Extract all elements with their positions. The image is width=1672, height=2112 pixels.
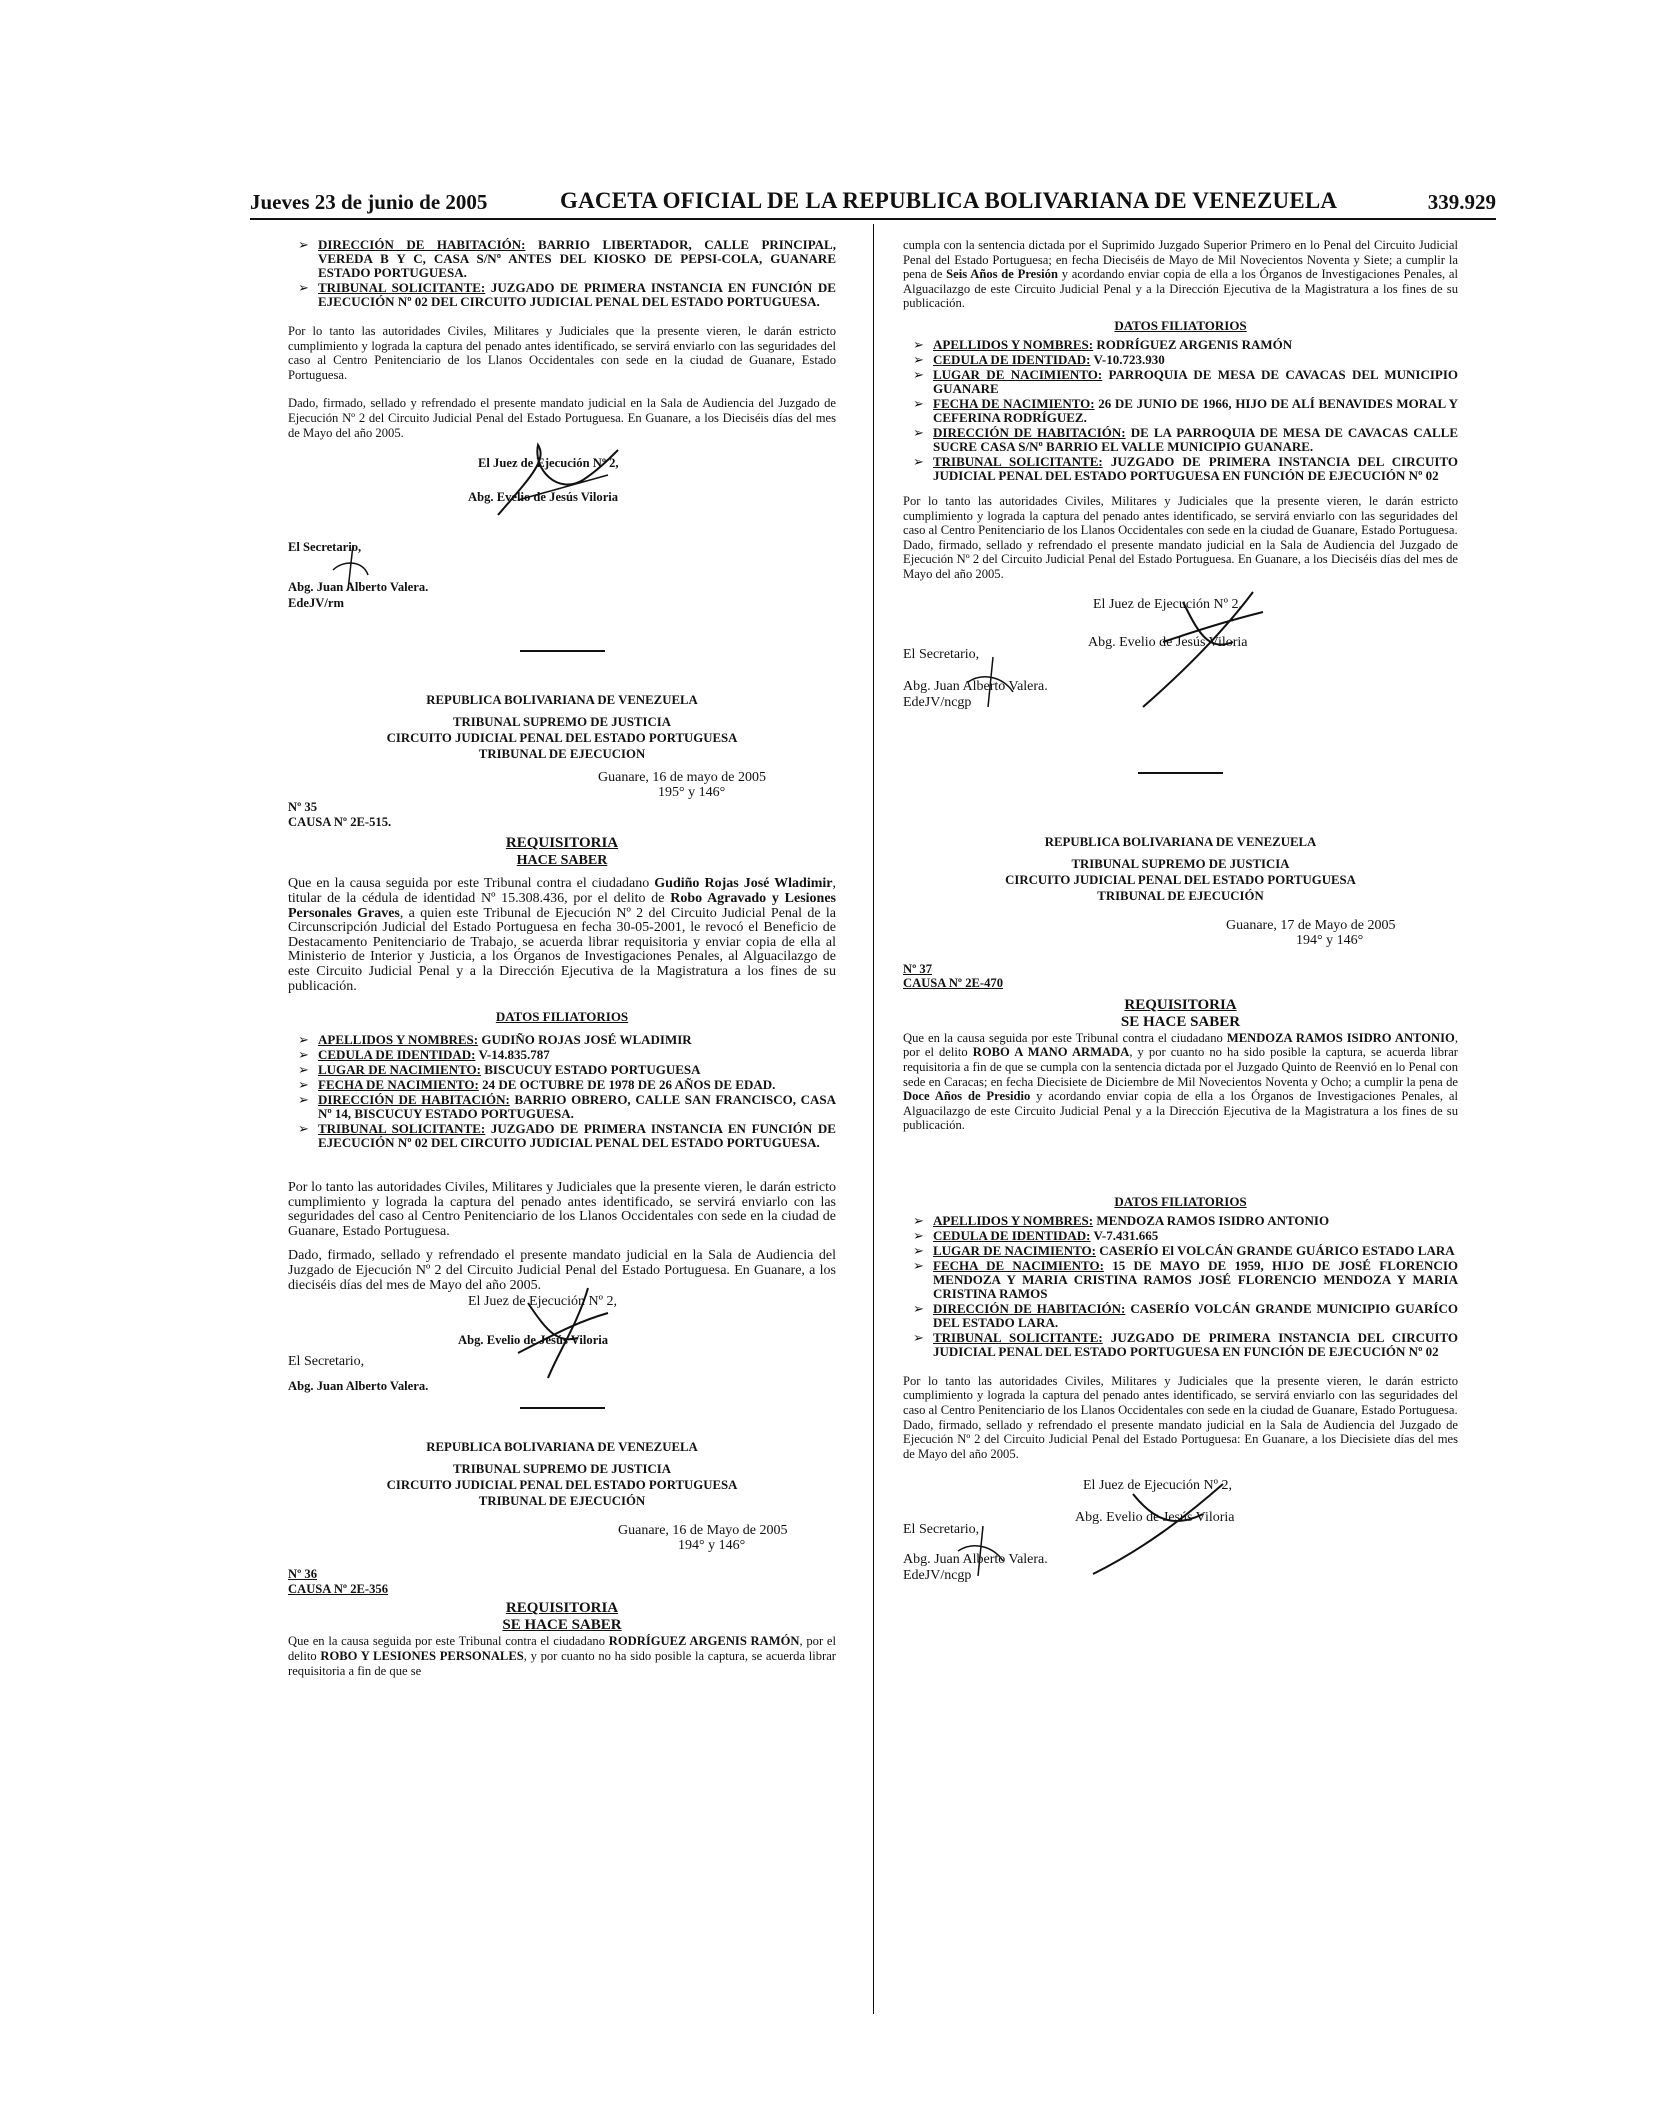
case-number: CAUSA Nº 2E-515. <box>288 814 392 829</box>
arrow-bullet-icon: ➢ <box>298 280 309 295</box>
gazette-title: GACETA OFICIAL DE LA REPUBLICA BOLIVARIANA DE VENEZUELA <box>560 188 1338 213</box>
initials: EdeJV/rm <box>288 596 344 611</box>
republic-heading: REPUBLICA BOLIVARIANA DE VENEZUELA <box>1044 834 1317 849</box>
arrow-bullet-icon: ➢ <box>913 1227 924 1243</box>
secretary-signature <box>328 540 378 600</box>
judge-name: Abg. Evelio de Jesús Viloria <box>458 1333 609 1348</box>
initials: EdeJV/ncgp <box>903 1568 972 1584</box>
case-number: CAUSA Nº 2E-356 <box>288 1581 389 1596</box>
header-rule <box>250 218 1496 220</box>
place-date: Guanare, 17 de Mayo de 2005 <box>1226 917 1396 933</box>
list-item: ➢ LUGAR DE NACIMIENTO: PARROQUIA DE MESA DE CAVACAS DEL MUNICIPIO GUANARE <box>913 366 1458 396</box>
list-item: ➢ CEDULA DE IDENTIDAD: V-10.723.930 <box>913 351 1165 367</box>
header-date: Jueves 23 de junio de 2005 <box>250 190 488 214</box>
arrow-bullet-icon: ➢ <box>298 237 309 252</box>
judge-name: Abg. Evelio de Jesús Viloria <box>1075 1510 1235 1526</box>
initials: EdeJV/ncgp <box>903 694 972 710</box>
secretary-title: El Secretario, <box>903 646 980 662</box>
secretary-title: El Secretario, <box>288 1354 365 1370</box>
left-column <box>288 238 836 1678</box>
requisition-subtitle: SE HACE SABER <box>1120 1013 1241 1030</box>
arrow-bullet-icon: ➢ <box>913 1242 924 1258</box>
place-date: Guanare, 16 de mayo de 2005 <box>598 770 766 786</box>
tribunal-heading: TRIBUNAL DE EJECUCION <box>478 747 646 762</box>
arrow-bullet-icon: ➢ <box>913 1212 924 1228</box>
filiation-list <box>903 1214 1458 1359</box>
signature-block <box>903 1461 1458 1584</box>
secretary-name: Abg. Juan Alberto Valera. <box>288 1379 429 1394</box>
years: 194° y 146° <box>678 1538 746 1554</box>
filiation-heading: DATOS FILIATORIOS <box>1114 317 1247 333</box>
arrow-bullet-icon: ➢ <box>298 1047 309 1063</box>
judge-title: El Juez de Ejecución Nº 2, <box>478 456 619 471</box>
tribunal-heading: TRIBUNAL DE EJECUCIÓN <box>1097 888 1264 903</box>
arrow-bullet-icon: ➢ <box>913 1257 924 1273</box>
judge-name: Abg. Evelio de Jesús Viloria <box>1088 634 1248 650</box>
arrow-bullet-icon: ➢ <box>298 1121 309 1137</box>
signed-paragraph: Dado, firmado, sellado y refrendado el presente mandato judicial en la Sala de Audiencia del Juzgado de Ejecución Nº 2 del Circuito Judicial Penal del Estado Portuguesa. En Guanare, a los Dieciséis días del mes de Mayo del año 2005. <box>903 537 1458 581</box>
judge-signature <box>488 1283 618 1383</box>
signature-block <box>288 1293 836 1393</box>
arrow-bullet-icon: ➢ <box>298 1077 309 1093</box>
signature-block <box>288 450 836 540</box>
judge-name: Abg. Evelio de Jesús Viloria <box>468 490 619 505</box>
filiation-heading: DATOS FILIATORIOS <box>495 1009 629 1025</box>
requisition-title: REQUISITORIA <box>505 1600 619 1617</box>
column-divider <box>873 224 874 2014</box>
requisition-subtitle: SE HACE SABER <box>502 1617 622 1634</box>
list-item: ➢ DIRECCIÓN DE HABITACIÓN: DE LA PARROQUIA DE MESA DE CAVACAS CALLE SUCRE CASA S/Nº BARRIO EL VALLE MUNICIPIO GUANARE. <box>913 424 1458 454</box>
secretary-name: Abg. Juan Alberto Valera. <box>903 678 1048 694</box>
arrow-bullet-icon: ➢ <box>913 424 924 440</box>
arrow-bullet-icon: ➢ <box>913 1300 924 1316</box>
circuit-heading: CIRCUITO JUDICIAL PENAL DEL ESTADO PORTUGUESA <box>1005 872 1356 887</box>
requisition-number: Nº 37 <box>903 961 932 976</box>
list-item: ➢ DIRECCIÓN DE HABITACIÓN: BARRIO LIBERTADOR, CALLE PRINCIPAL, VEREDA B Y C, CASA S/Nº ANTES DEL KIOSKO DE PEPSI-COLA, GUANARE ESTADO PORTUGUESA. <box>298 237 836 280</box>
signature-block <box>903 582 1458 712</box>
tribunal-heading: TRIBUNAL DE EJECUCIÓN <box>478 1494 646 1509</box>
filiation-list <box>903 338 1458 483</box>
secretary-name: Abg. Juan Alberto Valera. <box>903 1552 1048 1568</box>
list-item: ➢ FECHA DE NACIMIENTO: 24 DE OCTUBRE DE 1978 DE 26 AÑOS DE EDAD. <box>298 1077 776 1093</box>
page-number: 339.929 <box>1427 190 1496 214</box>
continued-filiation-list <box>288 238 836 309</box>
judge-title: El Juez de Ejecución Nº 2, <box>1083 1478 1232 1494</box>
judge-title: El Juez de Ejecución Nº 2, <box>468 1294 617 1310</box>
requisition-number: Nº 36 <box>288 1567 317 1582</box>
republic-heading: REPUBLICA BOLIVARIANA DE VENEZUELA <box>426 693 698 708</box>
filiation-list <box>288 1033 836 1150</box>
case-paragraph: Que en la causa seguida por este Tribunal contra el ciudadano Gudiño Rojas José Wladimir, titular de la cédula de identidad Nº 15.308.436, por el delito de Robo Agravado y Lesiones Personales Graves, a quien este Tribunal de Ejecución Nº 2 del Circuito Judicial Penal de la Circunscripción Judicial del Estado Portuguesa en fecha 30-05-2001, le revocó el Beneficio de Destacamento Penitenciario de Trabajo, se acuerda librar requisitoria y enviar copia de ella al Ministerio de Interior y Justicia, a los Órganos de Investigaciones Penales, al Alguacilazgo de este Circuito Judicial Penal y a la Dirección Ejecutiva de la Magistratura a los fines de su publicación. <box>288 876 837 994</box>
case-number: CAUSA Nº 2E-470 <box>903 976 1004 991</box>
list-item: ➢ APELLIDOS Y NOMBRES: MENDOZA RAMOS ISIDRO ANTONIO <box>913 1212 1330 1228</box>
list-item: ➢ LUGAR DE NACIMIENTO: CASERÍO El VOLCÁN GRANDE GUÁRICO ESTADO LARA <box>913 1242 1455 1258</box>
secretary-signature <box>963 652 1023 712</box>
signed-paragraph: Dado, firmado, sellado y refrendado el presente mandato judicial en la Sala de Audiencia del Juzgado de Ejecución Nº 2 del Circuito Judicial Penal del Estado Portuguesa. En Guanare, a los Dieciséis días del mes de Mayo del año 2005. <box>288 396 836 440</box>
page-header <box>250 188 1496 216</box>
case-paragraph: Que en la causa seguida por este Tribunal contra el ciudadano MENDOZA RAMOS ISIDRO ANTONIO, por el delito ROBO A MANO ARMADA, y por cuanto no ha sido posible la captura, se acuerda librar requisitoria a fin de que se cumpla con la sentencia dictada por el Juzgado Quinto de Reenvió en lo Penal con sede en Caracas; en fecha Diecisiete de Diciembre de Mil Novecientos Noventa y Ocho; a cumplir la pena de Doce Años de Presidio y acordando enviar copia de ella a los Órganos de Investigaciones Penales, al Alguacilazgo de este Circuito Judicial Penal y a la Dirección Ejecutiva de la Magistratura a los fines de su publicación. <box>903 1030 1459 1133</box>
arrow-bullet-icon: ➢ <box>913 1329 924 1345</box>
capture-order-paragraph: Por lo tanto las autoridades Civiles, Militares y Judiciales que la presente vieren, le darán estricto cumplimiento y lograda la captura del penado antes identificado, se servirá enviarlo con las seguridades del caso al Centro Penitenciario de los Llanos Occidentales con sede en la ciudad de Guanare, Estado Portuguesa. <box>903 493 1458 538</box>
years: 195° y 146° <box>658 785 726 801</box>
right-column <box>903 238 1459 1584</box>
arrow-bullet-icon: ➢ <box>913 395 924 411</box>
requisition-number: Nº 35 <box>288 800 317 815</box>
list-item: ➢ CEDULA DE IDENTIDAD: V-7.431.665 <box>913 1227 1159 1243</box>
arrow-bullet-icon: ➢ <box>298 1062 309 1078</box>
secretary-name: Abg. Juan Alberto Valera. <box>288 580 429 595</box>
list-item: ➢ LUGAR DE NACIMIENTO: BISCUCUY ESTADO PORTUGUESA <box>298 1062 701 1078</box>
list-item: ➢ TRIBUNAL SOLICITANTE: JUZGADO DE PRIMERA INSTANCIA EN FUNCIÓN DE EJECUCIÓN Nº 02 DEL CIRCUITO JUDICIAL PENAL DEL ESTADO PORTUGUESA. <box>298 1121 836 1151</box>
list-item: ➢ TRIBUNAL SOLICITANTE: JUZGADO DE PRIMERA INSTANCIA DEL CIRCUITO JUDICIAL PENAL DEL ESTADO PORTUGUESA EN FUNCIÓN DE EJECUCIÓN Nº 02 <box>913 453 1458 483</box>
republic-heading: REPUBLICA BOLIVARIANA DE VENEZUELA <box>426 1440 698 1455</box>
capture-order-paragraph: Por lo tanto las autoridades Civiles, Militares y Judiciales que la presente vieren, le darán estricto cumplimiento y lograda la captura del penado antes identificado, se servirá enviarlo con las seguridades del caso al Centro Penitenciario de los Llanos Occidentales con sede en la ciudad de Guanare, Estado Portuguesa. <box>288 324 836 382</box>
arrow-bullet-icon: ➢ <box>913 453 924 469</box>
judge-signature <box>488 440 628 530</box>
secretary-block <box>288 540 836 620</box>
requisition-title: REQUISITORIA <box>505 835 619 852</box>
secretary-title: El Secretario, <box>288 540 362 555</box>
judge-title: El Juez de Ejecución Nº 2, <box>1093 596 1242 612</box>
signed-paragraph: Dado, firmado, sellado y refrendado el presente mandato judicial en la Sala de Audiencia del Juzgado de Ejecución Nº 2 del Circuito Judicial Penal del Estado Portuguesa: En Guanare, a los Diecisiete días del mes de Mayo del año 2005. <box>903 1417 1458 1461</box>
list-item: ➢ CEDULA DE IDENTIDAD: V-14.835.787 <box>298 1047 550 1063</box>
signed-paragraph: Dado, firmado, sellado y refrendado el presente mandato judicial en la Sala de Audiencia del Juzgado de Ejecución Nº 2 del Circuito Judicial Penal del Estado Portuguesa. En Guanare, a los dieciséis días del mes de Mayo del año 2005. <box>288 1248 836 1293</box>
case-paragraph: Que en la causa seguida por este Tribunal contra el ciudadano RODRÍGUEZ ARGENIS RAMÓN, por el delito ROBO Y LESIONES PERSONALES, y por cuanto no ha sido posible la captura, se acuerda librar requisitoria a fin de que se <box>288 1634 837 1678</box>
list-item: ➢ FECHA DE NACIMIENTO: 26 DE JUNIO DE 1966, HIJO DE ALÍ BENAVIDES MORAL Y CEFERINA RODRÍGUEZ. <box>913 395 1458 425</box>
secretary-signature <box>953 1521 1013 1581</box>
court-heading: TRIBUNAL SUPREMO DE JUSTICIA <box>453 1462 671 1477</box>
sentence-paragraph: cumpla con la sentencia dictada por el Suprimido Juzgado Superior Primero en lo Penal del Circuito Judicial Penal del Estado Portuguesa; en fecha Dieciséis de Mayo de Mil Novecientos Noventa y Siete; a cumplir la pena de Seis Años de Presión y acordando enviar copia de ella a los Órganos de Investigaciones Penales, al Alguacilazgo de este Circuito Judicial Penal y a la Dirección Ejecutiva de la Magistratura a los fines de su publicación. <box>903 238 1458 311</box>
list-item: ➢ DIRECCIÓN DE HABITACIÓN: CASERÍO VOLCÁN GRANDE MUNICIPIO GUARÍCO DEL ESTADO LARA. <box>913 1300 1458 1330</box>
court-heading: TRIBUNAL SUPREMO DE JUSTICIA <box>1071 856 1290 871</box>
years: 194° y 146° <box>1296 932 1364 948</box>
arrow-bullet-icon: ➢ <box>913 336 924 352</box>
capture-order-paragraph: Por lo tanto las autoridades Civiles, Militares y Judiciales que la presente vieren, le darán estricto cumplimiento y lograda la captura del penado antes identificado, se servirá enviarlo con las seguridades del caso al Centro Penitenciario de los Llanos Occidentales con sede en la ciudad de Guanare, Estado Portuguesa. <box>903 1373 1458 1418</box>
list-item: ➢ TRIBUNAL SOLICITANTE: JUZGADO DE PRIMERA INSTANCIA EN FUNCIÓN DE EJECUCIÓN Nº 02 DEL CIRCUITO JUDICIAL PENAL DEL ESTADO PORTUGUESA. <box>298 280 836 309</box>
place-date: Guanare, 16 de Mayo de 2005 <box>618 1523 788 1539</box>
circuit-heading: CIRCUITO JUDICIAL PENAL DEL ESTADO PORTUGUESA <box>386 731 738 746</box>
court-heading: TRIBUNAL SUPREMO DE JUSTICIA <box>453 715 671 730</box>
list-item: ➢ APELLIDOS Y NOMBRES: GUDIÑO ROJAS JOSÉ WLADIMIR <box>298 1032 692 1048</box>
capture-order-paragraph: Por lo tanto las autoridades Civiles, Militares y Judiciales que la presente vieren, le darán estricto cumplimiento y lograda la captura del penado antes identificado, se servirá enviarlo con las seguridades del caso al Centro Penitenciario de los Llanos Occidentales con sede en la ciudad de Guanare, Estado Portuguesa. <box>288 1180 836 1239</box>
list-item: ➢ DIRECCIÓN DE HABITACIÓN: BARRIO OBRERO, CALLE SAN FRANCISCO, CASA Nº 14, BISCUCUY ESTADO PORTUGUESA. <box>298 1092 836 1122</box>
judge-signature <box>1123 582 1273 712</box>
list-item: ➢ FECHA DE NACIMIENTO: 15 DE MAYO DE 1959, HIJO DE JOSÉ FLORENCIO MENDOZA Y MARIA CRISTINA RAMOS JOSÉ FLORENCIO MENDOZA Y MARIA CRISTINA RAMOS <box>913 1257 1458 1301</box>
list-item: ➢ TRIBUNAL SOLICITANTE: JUZGADO DE PRIMERA INSTANCIA DEL CIRCUITO JUDICIAL PENAL DEL ESTADO PORTUGUESA EN FUNCIÓN DE EJECUCIÓN Nº 02 <box>913 1329 1458 1359</box>
judge-signature <box>1083 1469 1243 1579</box>
requisition-title: REQUISITORIA <box>1124 996 1237 1013</box>
requisition-subtitle: HACE SABER <box>516 853 608 869</box>
list-item: ➢ APELLIDOS Y NOMBRES: RODRÍGUEZ ARGENIS RAMÓN <box>913 336 1293 352</box>
arrow-bullet-icon: ➢ <box>298 1092 309 1108</box>
arrow-bullet-icon: ➢ <box>913 366 924 382</box>
arrow-bullet-icon: ➢ <box>298 1032 309 1048</box>
arrow-bullet-icon: ➢ <box>913 351 924 367</box>
circuit-heading: CIRCUITO JUDICIAL PENAL DEL ESTADO PORTUGUESA <box>386 1478 738 1493</box>
filiation-heading: DATOS FILIATORIOS <box>1114 1193 1247 1209</box>
secretary-title: El Secretario, <box>903 1522 980 1538</box>
